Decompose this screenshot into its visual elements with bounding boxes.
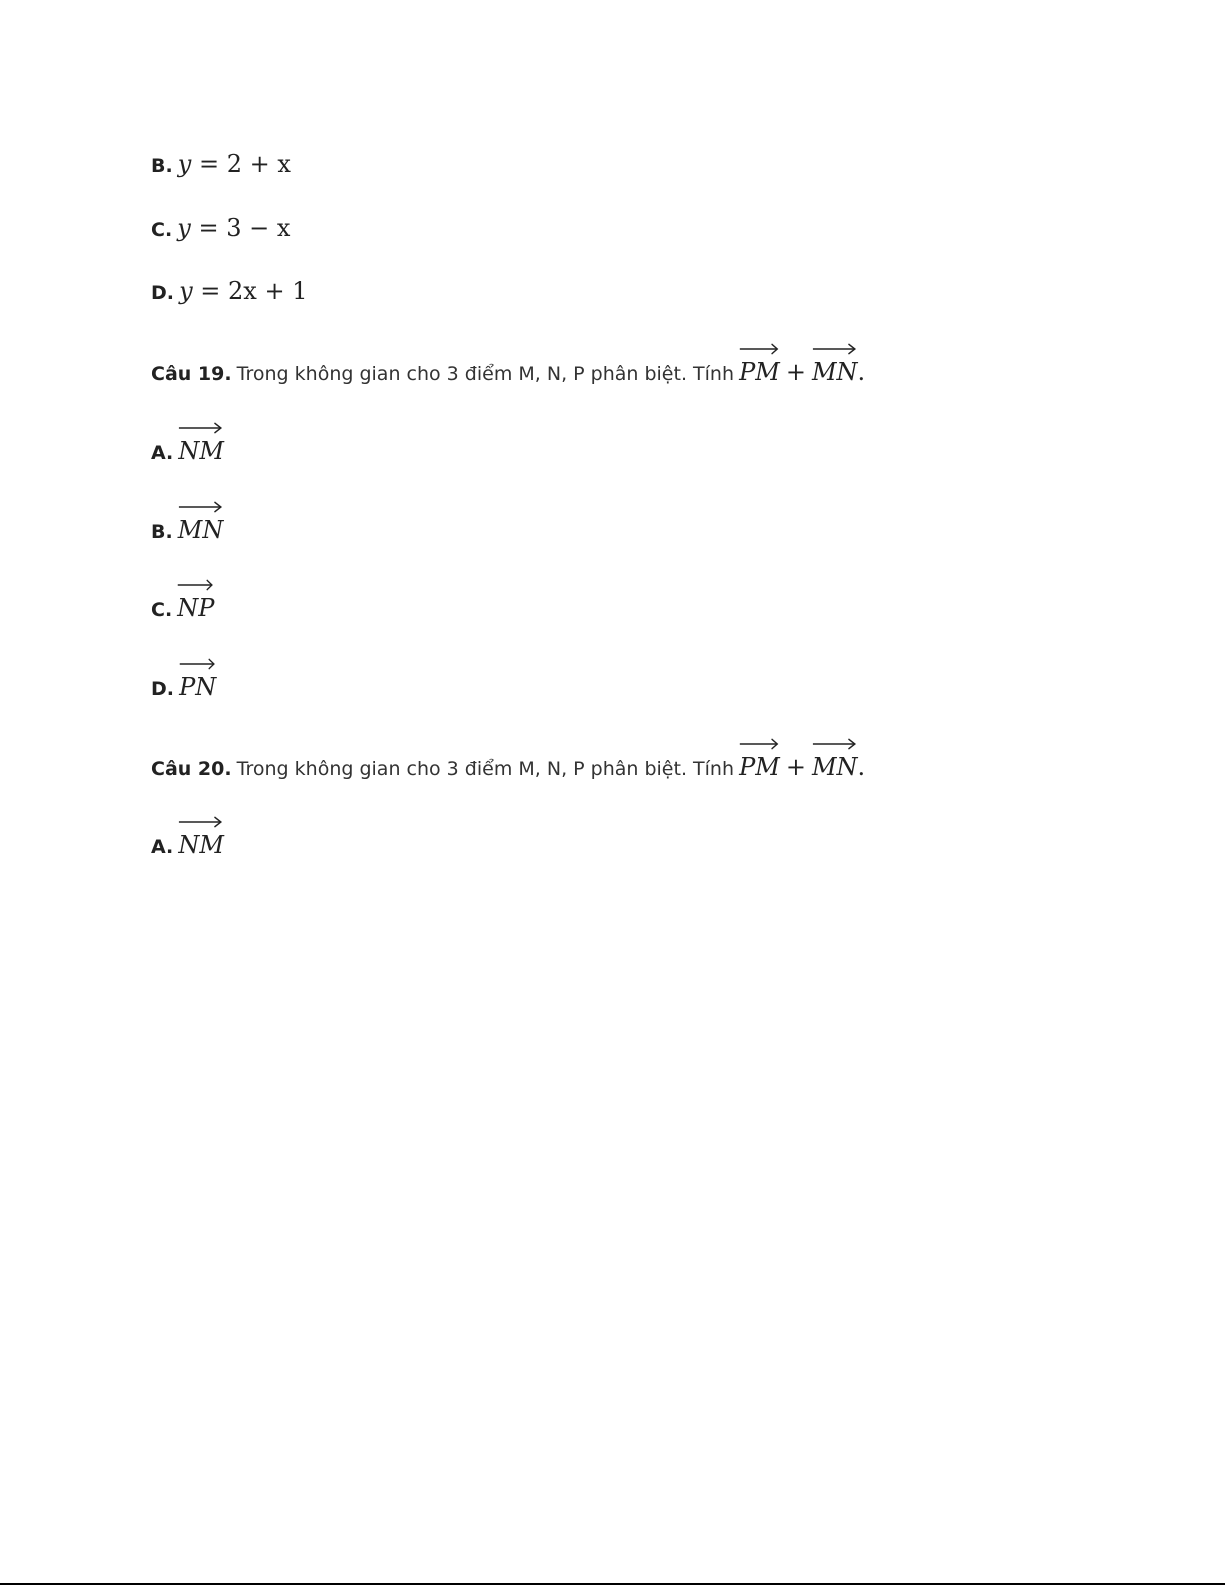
vector-arrow-icon [178,500,224,514]
option-label: B. [151,155,173,177]
option-equation: y = 2 + x [177,150,291,178]
vector-pm: PM [739,354,780,386]
option-label: A. [151,442,174,464]
option-label: D. [151,282,174,304]
q19-option-c [151,590,214,622]
option-c-prev [151,214,290,242]
option-equation: y = 3 − x [177,214,291,242]
period: . [857,753,866,781]
option-label: C. [151,599,173,621]
period: . [857,358,866,386]
q19-option-d [151,669,216,701]
option-equation: y = 2x + 1 [179,277,308,305]
option-label: C. [151,219,173,241]
question-19 [151,354,865,386]
question-label: Câu 19. [151,363,232,385]
vector-arrow-icon [179,657,216,671]
plus-sign: + [785,753,806,781]
option-label: D. [151,678,174,700]
vector-arrow-icon [178,815,224,829]
option-b-prev [151,150,291,178]
option-vector: MN [178,512,224,544]
option-vector: NP [177,590,214,622]
q19-option-b [151,512,223,544]
q20-option-a [151,827,224,859]
vector-arrow-icon [812,737,858,751]
option-vector: PN [179,669,216,701]
vector-arrow-icon [177,578,214,592]
vector-arrow-icon [739,342,780,356]
option-label: B. [151,521,173,543]
vector-arrow-icon [812,342,858,356]
vector-mn: MN [812,749,858,781]
question-text: Trong không gian cho 3 điểm M, N, P phân biệt. Tính [236,758,734,780]
option-vector: NM [178,433,224,465]
vector-arrow-icon [739,737,780,751]
plus-sign: + [785,358,806,386]
question-20 [151,749,865,781]
vector-mn: MN [812,354,858,386]
option-d-prev [151,277,307,305]
option-label: A. [151,836,174,858]
question-text: Trong không gian cho 3 điểm M, N, P phân biệt. Tính [236,363,734,385]
vector-arrow-icon [178,421,224,435]
vector-pm: PM [739,749,780,781]
option-vector: NM [178,827,224,859]
question-label: Câu 20. [151,758,232,780]
q19-option-a [151,433,224,465]
